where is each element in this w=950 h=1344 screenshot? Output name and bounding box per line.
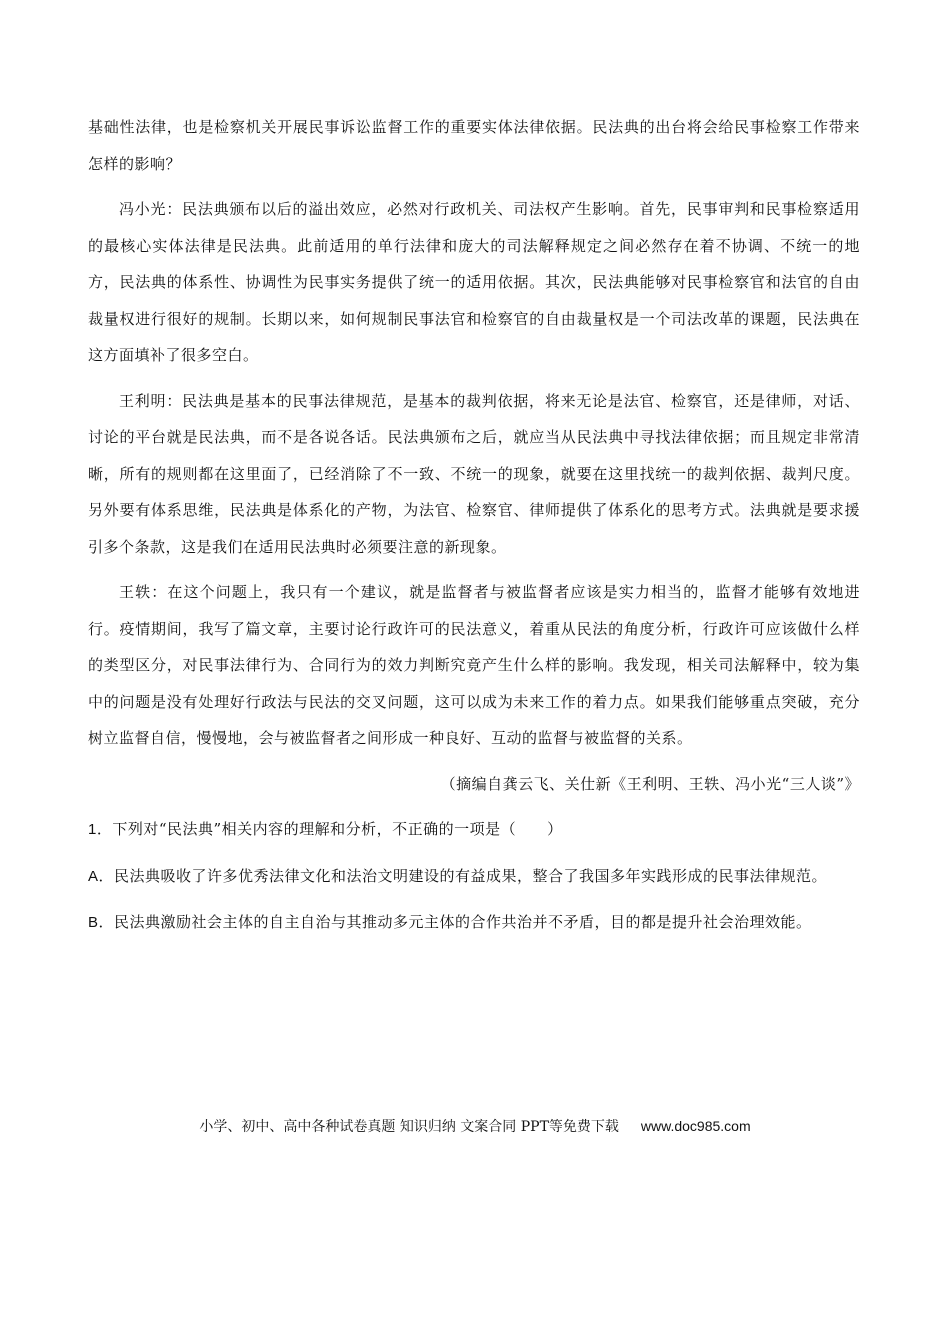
option-a [88, 858, 860, 896]
option-text: 民法典激励社会主体的自主自治与其推动多元主体的合作共治并不矛盾，目的都是提升社会治理效能。 [114, 913, 812, 931]
document-body [88, 109, 860, 942]
option-text: 民法典吸收了许多优秀法律文化和法治文明建设的有益成果，整合了我国多年实践形成的民事法律规范。 [114, 866, 828, 885]
footer-text: 小学、初中、高中各种试卷真题 知识归纳 文案合同 PPT等免费下载 [199, 1119, 619, 1135]
question-number: 1． [88, 821, 113, 838]
option-label: B． [88, 914, 115, 931]
paragraph-feng-xiaoguang: 冯小光：民法典颁布以后的溢出效应，必然对行政机关、司法权产生影响。首先，民事审判和民事检察适用的最核心实体法律是民法典。此前适用的单行法律和庞大的司法解释规定之间必然存在着不协调、不统一的地方，民法典的体系性、协调性为民事实务提供了统一的适用依据。其次，民法典能够对民事检察官和法官的自由裁量权进行很好的规制。长期以来，如何规制民事法官和检察官的自由裁量权是一个司法改革的课题，民法典在这方面填补了很多空白。 [88, 200, 860, 364]
question-text: 下列对“民法典”相关内容的理解和分析，不正确的一项是（ ） [112, 820, 563, 838]
source-citation: （摘编自龚云飞、关仕新《王利明、王轶、冯小光“三人谈”》 [440, 774, 860, 793]
question-1 [88, 811, 860, 849]
option-b [88, 904, 860, 942]
footer-url[interactable]: www.doc985.com [640, 1118, 751, 1134]
paragraph-wang-yi: 王轶：在这个问题上，我只有一个建议，就是监督者与被监督者应该是实力相当的，监督才能够有效地进行。疫情期间，我写了篇文章，主要讨论行政许可的民法意义，着重从民法的角度分析，行政许可应该做什么样的类型区分，对民事法律行为、合同行为的效力判断究竟产生什么样的影响。我发现，相关司法解释中，较为集中的问题是没有处理好行政法与民法的交叉问题，这可以成为未来工作的着力点。如果我们能够重点突破，充分树立监督自信，慢慢地，会与被监督者之间形成一种良好、互动的监督与被监督的关系。 [88, 583, 860, 747]
page-footer [0, 1112, 950, 1141]
paragraph-wang-liming: 王利明：民法典是基本的民事法律规范，是基本的裁判依据，将来无论是法官、检察官，还是律师，对话、讨论的平台就是民法典，而不是各说各话。民法典颁布之后，就应当从民法典中寻找法律依据；而且规定非常清晰，所有的规则都在这里面了，已经消除了不一致、不统一的现象，就要在这里找统一的裁判依据、裁判尺度。另外要有体系思维，民法典是体系化的产物，为法官、检察官、律师提供了体系化的思考方式。法典就是要求援引多个条款，这是我们在适用民法典时必须要注意的新现象。 [88, 391, 860, 556]
paragraph-intro: 基础性法律，也是检察机关开展民事诉讼监督工作的重要实体法律依据。民法典的出台将会给民事检察工作带来怎样的影响？ [88, 118, 860, 173]
option-label: A． [88, 867, 115, 885]
